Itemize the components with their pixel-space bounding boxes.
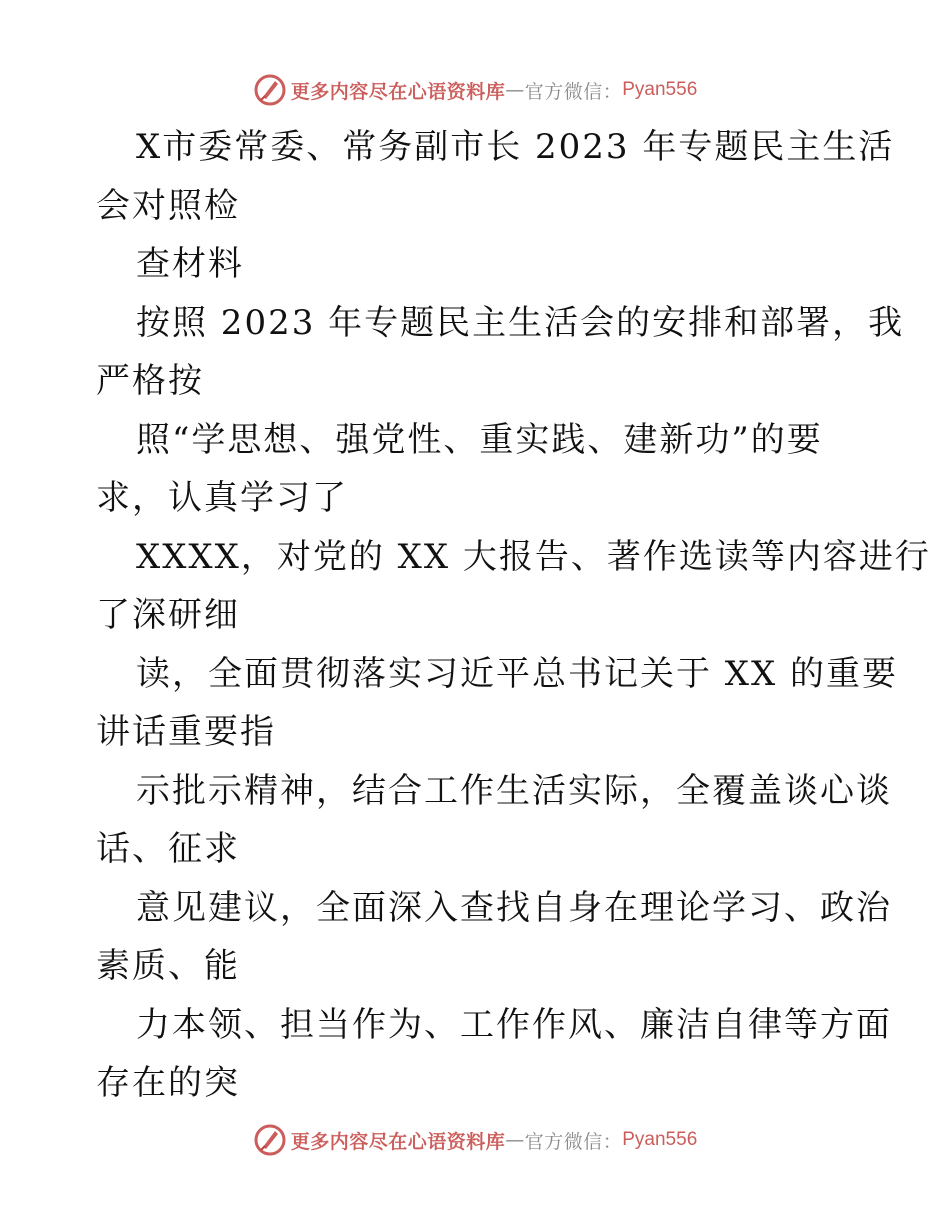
footer-banner bbox=[0, 1120, 950, 1160]
banner-brand-text: 更多内容尽在心语资料库 bbox=[290, 80, 506, 103]
quill-pen-logo-icon bbox=[253, 73, 287, 107]
doc-line: 求，认真学习了 bbox=[96, 478, 348, 518]
banner-official-label: 官方微信： bbox=[524, 80, 623, 103]
doc-line: 了深研细 bbox=[96, 595, 240, 635]
doc-line: 意见建议，全面深入查找自身在理论学习、政治 bbox=[136, 887, 892, 928]
banner-separator: — bbox=[505, 79, 525, 101]
banner-separator: — bbox=[505, 1129, 525, 1151]
doc-line: 素质、能 bbox=[96, 946, 240, 986]
banner-brand-text: 更多内容尽在心语资料库 bbox=[290, 1130, 506, 1153]
doc-line: 存在的突 bbox=[96, 1063, 240, 1103]
doc-line: 查材料 bbox=[136, 244, 244, 284]
document-body bbox=[96, 118, 931, 1113]
doc-line: 照“学思想、强党性、重实践、建新功”的要 bbox=[136, 419, 823, 460]
doc-line: 示批示精神，结合工作生活实际，全覆盖谈心谈 bbox=[136, 770, 892, 811]
doc-line: 讲话重要指 bbox=[96, 712, 276, 752]
quill-pen-logo-icon bbox=[253, 1123, 287, 1157]
doc-line: 力本领、担当作为、工作作风、廉洁自律等方面 bbox=[136, 1004, 892, 1045]
banner-account: Pyan556 bbox=[622, 79, 698, 100]
doc-line: 会对照检 bbox=[96, 185, 240, 226]
doc-line: XXXX，对党的 XX 大报告、著作选读等内容进行 bbox=[136, 536, 931, 577]
doc-line: 话、征求 bbox=[96, 829, 240, 869]
header-banner bbox=[0, 70, 950, 110]
banner-account: Pyan556 bbox=[622, 1129, 698, 1150]
doc-line: X市委常委、常务副市长 2023 年专题民主生活 bbox=[136, 127, 895, 167]
doc-line: 按照 2023 年专题民主生活会的安排和部署，我 bbox=[136, 302, 905, 343]
doc-line: 严格按 bbox=[96, 361, 204, 401]
banner-official-label: 官方微信： bbox=[524, 1130, 623, 1153]
doc-line: 读，全面贯彻落实习近平总书记关于 XX 的重要 bbox=[136, 653, 899, 694]
